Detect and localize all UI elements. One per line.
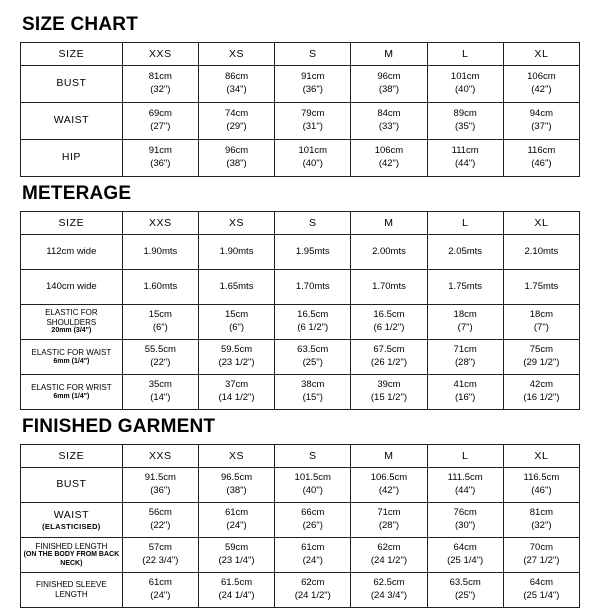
cell-value-imperial: (37"): [531, 121, 552, 132]
table-cell: [503, 340, 579, 375]
cell-value: 63.5cm: [449, 577, 481, 589]
cell-value-imperial: (36"): [302, 84, 323, 95]
table-cell: [351, 235, 427, 270]
table-cell: [503, 503, 579, 538]
cell-value: 41cm: [453, 379, 477, 391]
cell-value-imperial: (24"): [226, 520, 247, 531]
table-cell: [198, 66, 274, 103]
cell-value-imperial: (32"): [150, 84, 171, 95]
cell-value-imperial: (29 1/2"): [523, 357, 560, 368]
row-label: HIP: [21, 140, 123, 177]
table-cell: [351, 573, 427, 608]
section-size-chart: [20, 14, 580, 177]
cell-value: 84cm: [377, 108, 401, 120]
cell-value: 94cm: [529, 108, 553, 120]
table-cell: [275, 503, 351, 538]
cell-value: 101cm: [450, 71, 480, 83]
row-label: 140cm wide: [21, 270, 123, 305]
cell-value: 101.5cm: [294, 472, 331, 484]
cell-value: 81cm: [529, 507, 553, 519]
cell-value: 76cm: [453, 507, 477, 519]
cell-value-imperial: (25"): [302, 357, 323, 368]
cell-value: 59.5cm: [220, 344, 253, 356]
table-row: [21, 270, 580, 305]
table-cell: [427, 305, 503, 340]
cell-value: 1.70mts: [295, 280, 330, 292]
cell-value: 63.5cm: [297, 344, 329, 356]
cell-value-imperial: (44"): [455, 158, 476, 169]
cell-value: 81cm: [148, 71, 172, 83]
cell-value-imperial: (6"): [229, 322, 245, 333]
table-cell: [351, 340, 427, 375]
cell-value-imperial: (27"): [150, 121, 171, 132]
column-header: L: [427, 43, 503, 66]
column-header: XS: [198, 43, 274, 66]
table-cell: [427, 270, 503, 305]
row-label-main: FINISHED LENGTH: [35, 541, 108, 551]
row-label: 112cm wide: [21, 235, 123, 270]
cell-value: 62cm: [301, 577, 325, 589]
table-cell: [122, 468, 198, 503]
cell-value-imperial: (24 1/4"): [218, 590, 255, 601]
table-header-row: [21, 212, 580, 235]
table-cell: [275, 573, 351, 608]
table-cell: [122, 140, 198, 177]
cell-value: 71cm: [453, 344, 477, 356]
cell-value: 91.5cm: [144, 472, 176, 484]
row-label-sub: 6mm (1/4"): [53, 357, 90, 365]
table-row: [21, 468, 580, 503]
cell-value: 1.70mts: [372, 280, 406, 292]
cell-value-imperial: (28"): [455, 357, 476, 368]
table-cell: [351, 503, 427, 538]
cell-value-imperial: (7"): [457, 322, 473, 333]
cell-value: 56cm: [148, 507, 172, 519]
cell-value-imperial: (24 3/4"): [370, 590, 408, 601]
cell-value: 15cm: [148, 309, 172, 321]
table-cell: [503, 375, 579, 410]
cell-value-imperial: (25 1/4"): [523, 590, 560, 601]
table-row: [21, 140, 580, 177]
cell-value: 2.00mts: [372, 245, 406, 257]
table-cell: [122, 235, 198, 270]
table-row: [21, 66, 580, 103]
table-cell: [122, 573, 198, 608]
cell-value: 2.05mts: [448, 245, 483, 257]
row-label: [21, 340, 123, 375]
column-header: XL: [503, 445, 579, 468]
column-header: XL: [503, 43, 579, 66]
table-cell: [275, 66, 351, 103]
row-label-sub: 6mm (1/4"): [53, 392, 90, 400]
cell-value-imperial: (26"): [302, 520, 323, 531]
cell-value-imperial: (27 1/2"): [523, 555, 560, 566]
cell-value-imperial: (23 1/4"): [218, 555, 255, 566]
cell-value: 16.5cm: [297, 309, 329, 321]
table-cell: [275, 340, 351, 375]
cell-value-imperial: (22"): [150, 520, 171, 531]
table-cell: [503, 235, 579, 270]
cell-value-imperial: (6 1/2"): [297, 322, 329, 333]
table-row: [21, 340, 580, 375]
cell-value-imperial: (44"): [455, 485, 476, 496]
cell-value-imperial: (22 3/4"): [142, 555, 179, 566]
cell-value: 75cm: [529, 344, 553, 356]
table-cell: [198, 538, 274, 573]
cell-value: 1.90mts: [143, 245, 178, 257]
table-cell: [122, 270, 198, 305]
cell-value: 16.5cm: [373, 309, 405, 321]
row-label-main: FINISHED SLEEVE LENGTH: [36, 580, 107, 599]
cell-value: 2.10mts: [524, 245, 559, 257]
column-header: M: [351, 43, 427, 66]
cell-value-imperial: (46"): [531, 485, 552, 496]
table-cell: [427, 468, 503, 503]
cell-value-imperial: (40"): [302, 485, 323, 496]
cell-value-imperial: (14 1/2"): [218, 392, 255, 403]
table-cell: [198, 305, 274, 340]
table-cell: [427, 538, 503, 573]
table-cell: [275, 235, 351, 270]
cell-value-imperial: (14"): [150, 392, 171, 403]
cell-value: 42cm: [529, 379, 553, 391]
cell-value: 62cm: [377, 542, 401, 554]
table-cell: [122, 66, 198, 103]
cell-value: 38cm: [301, 379, 325, 391]
table-cell: [198, 375, 274, 410]
cell-value-imperial: (15"): [302, 392, 323, 403]
table-cell: [275, 270, 351, 305]
section-title: SIZE CHART: [22, 14, 138, 35]
row-label-main: ELASTIC FOR WAIST: [31, 348, 112, 357]
table-cell: [275, 538, 351, 573]
column-header: S: [275, 212, 351, 235]
size-chart-table: [20, 42, 580, 177]
table-cell: [351, 140, 427, 177]
table-cell: [503, 538, 579, 573]
table-cell: [198, 270, 274, 305]
table-cell: [427, 103, 503, 140]
table-cell: [122, 305, 198, 340]
cell-value-imperial: (7"): [533, 322, 549, 333]
cell-value-imperial: (29"): [226, 121, 247, 132]
cell-value-imperial: (33"): [378, 121, 400, 132]
section-title: FINISHED GARMENT: [22, 416, 216, 437]
cell-value: 70cm: [529, 542, 553, 554]
table-cell: [503, 66, 579, 103]
cell-value: 91cm: [301, 71, 325, 83]
table-cell: [503, 140, 579, 177]
cell-value: 96cm: [224, 145, 249, 157]
cell-value: 61cm: [301, 542, 325, 554]
table-row: [21, 573, 580, 608]
row-label-sub: (ELASTICISED): [42, 521, 101, 531]
cell-value-imperial: (32"): [531, 520, 552, 531]
cell-value-imperial: (42"): [531, 84, 552, 95]
cell-value-imperial: (24"): [302, 555, 323, 566]
table-cell: [351, 270, 427, 305]
cell-value-imperial: (24"): [150, 590, 171, 601]
section-finished-garment: [20, 416, 580, 608]
column-header: L: [427, 212, 503, 235]
row-label-sub: 20mm (3/4"): [51, 327, 92, 335]
cell-value: 64cm: [453, 542, 477, 554]
cell-value: 64cm: [529, 577, 553, 589]
table-row: [21, 103, 580, 140]
cell-value: 74cm: [224, 108, 249, 120]
cell-value-imperial: (24 1/2"): [370, 555, 408, 566]
cell-value-imperial: (42"): [378, 485, 400, 496]
cell-value: 116cm: [527, 145, 556, 157]
cell-value: 61cm: [148, 577, 172, 589]
cell-value-imperial: (16 1/2"): [523, 392, 560, 403]
table-header-row: [21, 445, 580, 468]
cell-value: 61cm: [224, 507, 249, 519]
table-cell: [351, 66, 427, 103]
cell-value: 1.90mts: [219, 245, 254, 257]
cell-value: 116.5cm: [523, 472, 560, 484]
cell-value-imperial: (25"): [455, 590, 476, 601]
cell-value: 106cm: [527, 71, 556, 83]
cell-value-imperial: (40"): [302, 158, 323, 169]
table-row: [21, 503, 580, 538]
cell-value-imperial: (23 1/2"): [218, 357, 255, 368]
cell-value: 106.5cm: [370, 472, 408, 484]
cell-value: 96cm: [377, 71, 401, 83]
cell-value: 106cm: [374, 145, 404, 157]
cell-value: 71cm: [377, 507, 401, 519]
cell-value: 96.5cm: [220, 472, 253, 484]
row-label: BUST: [21, 468, 123, 503]
table-cell: [351, 468, 427, 503]
cell-value: 15cm: [224, 309, 249, 321]
column-header: S: [275, 43, 351, 66]
row-label-sub: (ON THE BODY FROM BACK NECK): [23, 551, 120, 567]
cell-value-imperial: (6"): [152, 322, 168, 333]
cell-value: 39cm: [377, 379, 401, 391]
table-cell: [503, 270, 579, 305]
column-header: XL: [503, 212, 579, 235]
cell-value: 1.95mts: [295, 245, 330, 257]
cell-value: 55.5cm: [144, 344, 176, 356]
cell-value-imperial: (16"): [455, 392, 476, 403]
table-cell: [122, 340, 198, 375]
table-cell: [275, 468, 351, 503]
column-header: XS: [198, 212, 274, 235]
row-label-main: WAIST: [53, 508, 90, 521]
column-header: M: [351, 445, 427, 468]
table-cell: [198, 573, 274, 608]
column-header: XXS: [122, 43, 198, 66]
table-cell: [351, 305, 427, 340]
cell-value: 1.65mts: [219, 280, 254, 292]
table-cell: [427, 340, 503, 375]
table-cell: [198, 468, 274, 503]
column-header: L: [427, 445, 503, 468]
table-header-row: [21, 43, 580, 66]
cell-value-imperial: (28"): [378, 520, 400, 531]
table-cell: [503, 305, 579, 340]
cell-value-imperial: (38"): [226, 158, 247, 169]
table-row: [21, 538, 580, 573]
cell-value-imperial: (36"): [150, 485, 171, 496]
table-row: [21, 235, 580, 270]
column-header: M: [351, 212, 427, 235]
cell-value: 37cm: [224, 379, 249, 391]
table-cell: [122, 375, 198, 410]
table-row: [21, 305, 580, 340]
cell-value: 79cm: [301, 108, 325, 120]
row-label: [21, 305, 123, 340]
row-label: WAIST: [21, 103, 123, 140]
cell-value-imperial: (36"): [150, 158, 171, 169]
cell-value-imperial: (31"): [302, 121, 323, 132]
table-cell: [198, 140, 274, 177]
column-header: SIZE: [21, 212, 123, 235]
row-label-main: ELASTIC FOR WRIST: [31, 383, 112, 392]
cell-value-imperial: (30"): [455, 520, 476, 531]
cell-value-imperial: (42"): [378, 158, 400, 169]
cell-value: 1.75mts: [448, 280, 483, 292]
cell-value: 57cm: [148, 542, 172, 554]
table-cell: [427, 140, 503, 177]
cell-value-imperial: (34"): [226, 84, 247, 95]
cell-value: 59cm: [224, 542, 249, 554]
column-header: S: [275, 445, 351, 468]
meterage-table: [20, 211, 580, 410]
cell-value-imperial: (38"): [226, 485, 247, 496]
table-cell: [275, 305, 351, 340]
cell-value: 62.5cm: [373, 577, 405, 589]
finished-garment-table: [20, 444, 580, 608]
row-label: BUST: [21, 66, 123, 103]
table-cell: [427, 573, 503, 608]
table-cell: [503, 103, 579, 140]
cell-value-imperial: (40"): [455, 84, 476, 95]
table-cell: [427, 235, 503, 270]
cell-value-imperial: (22"): [150, 357, 171, 368]
table-cell: [198, 103, 274, 140]
column-header: XXS: [122, 212, 198, 235]
column-header: SIZE: [21, 43, 123, 66]
table-row: [21, 375, 580, 410]
cell-value: 18cm: [453, 309, 477, 321]
column-header: XS: [198, 445, 274, 468]
cell-value-imperial: (26 1/2"): [370, 357, 408, 368]
table-cell: [427, 66, 503, 103]
cell-value-imperial: (24 1/2"): [294, 590, 331, 601]
cell-value: 111.5cm: [447, 472, 483, 484]
section-meterage: [20, 183, 580, 410]
cell-value: 89cm: [453, 108, 477, 120]
row-label: [21, 503, 123, 538]
table-cell: [503, 468, 579, 503]
table-cell: [503, 573, 579, 608]
table-cell: [351, 375, 427, 410]
table-cell: [122, 103, 198, 140]
row-label: [21, 538, 123, 573]
cell-value-imperial: (46"): [531, 158, 552, 169]
row-label: [21, 573, 123, 608]
table-cell: [427, 375, 503, 410]
cell-value: 69cm: [148, 108, 172, 120]
cell-value: 111cm: [451, 145, 479, 157]
cell-value-imperial: (35"): [455, 121, 476, 132]
cell-value-imperial: (6 1/2"): [373, 322, 405, 333]
table-cell: [122, 538, 198, 573]
cell-value-imperial: (38"): [378, 84, 400, 95]
cell-value: 101cm: [298, 145, 328, 157]
table-cell: [198, 340, 274, 375]
row-label-main: ELASTIC FOR SHOULDERS: [45, 308, 98, 327]
table-cell: [122, 503, 198, 538]
table-cell: [275, 375, 351, 410]
column-header: SIZE: [21, 445, 123, 468]
table-cell: [198, 503, 274, 538]
cell-value-imperial: (15 1/2"): [370, 392, 408, 403]
cell-value-imperial: (25 1/4"): [447, 555, 484, 566]
cell-value: 1.60mts: [143, 280, 178, 292]
cell-value: 86cm: [224, 71, 249, 83]
section-title: METERAGE: [22, 183, 132, 204]
table-cell: [198, 235, 274, 270]
cell-value: 18cm: [529, 309, 553, 321]
cell-value: 91cm: [148, 145, 172, 157]
cell-value: 66cm: [301, 507, 325, 519]
cell-value: 1.75mts: [524, 280, 559, 292]
table-cell: [275, 140, 351, 177]
table-cell: [351, 103, 427, 140]
table-cell: [427, 503, 503, 538]
column-header: XXS: [122, 445, 198, 468]
cell-value: 67.5cm: [373, 344, 405, 356]
table-cell: [351, 538, 427, 573]
cell-value: 35cm: [148, 379, 172, 391]
cell-value: 61.5cm: [220, 577, 253, 589]
table-cell: [275, 103, 351, 140]
row-label: [21, 375, 123, 410]
